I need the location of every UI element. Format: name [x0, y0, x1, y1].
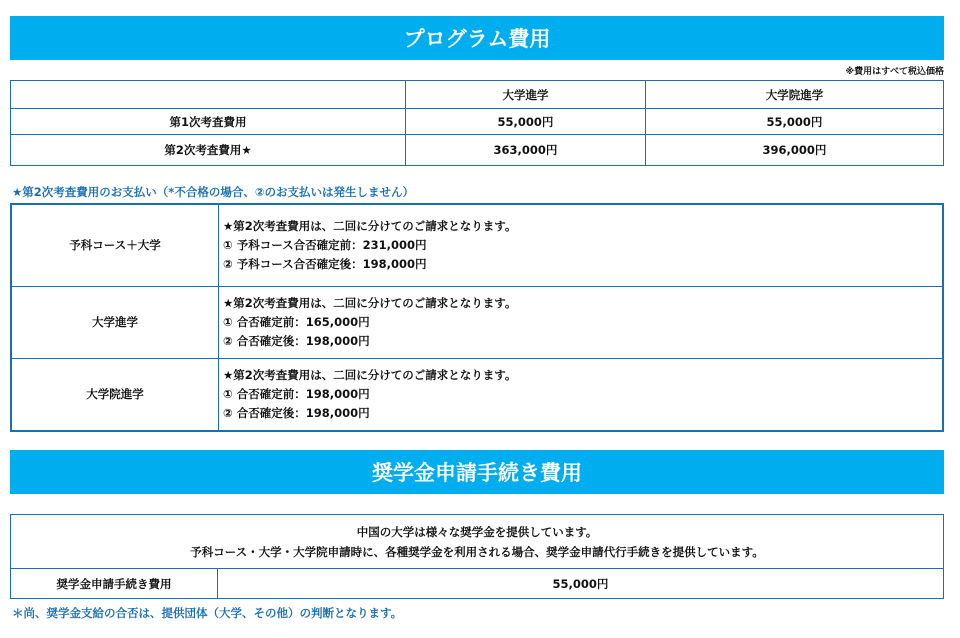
grad-fee: 396,000円 — [646, 135, 944, 166]
table-row — [11, 135, 944, 166]
detail-line: ① 予科コース合否確定前：231,000円 — [223, 237, 427, 252]
payment-detail — [219, 204, 944, 286]
payment-detail — [219, 286, 944, 358]
undergrad-fee: 55,000円 — [406, 109, 646, 135]
row-label: 第2次考査費用★ — [11, 135, 406, 166]
scholarship-banner — [10, 450, 944, 494]
scholarship-table — [10, 514, 944, 599]
detail-line: ① 合否確定前：165,000円 — [223, 314, 370, 329]
table-row — [11, 109, 944, 135]
detail-line: ② 予科コース合否確定後：198,000円 — [223, 256, 427, 271]
payment-detail — [219, 358, 944, 431]
description-line: 中国の大学は様々な奨学金を提供しています。 — [356, 524, 598, 539]
detail-line: ② 合否確定後：198,000円 — [223, 333, 370, 348]
row-label: 大学院進学 — [11, 358, 219, 431]
payment-table — [10, 203, 944, 432]
table-row — [11, 204, 943, 286]
program-fee-title: プログラム費用 — [403, 27, 551, 51]
header-cell: 大学院進学 — [646, 81, 944, 109]
table-row — [11, 286, 943, 358]
detail-line: ★第2次考査費用は、二回に分けてのご請求となります。 — [223, 295, 517, 310]
detail-line: ★第2次考査費用は、二回に分けてのご請求となります。 — [223, 218, 517, 233]
description-line: 予科コース・大学・大学院申請時に、各種奨学金を利用される場合、奨学金申請代行手続きを提供しています。 — [190, 544, 764, 559]
detail-line: ① 合否確定前：198,000円 — [223, 386, 370, 401]
grad-fee: 55,000円 — [646, 109, 944, 135]
table-row — [11, 569, 944, 599]
payment-note: ★第2次考査費用のお支払い（*不合格の場合、②のお支払いは発生しません） — [12, 185, 415, 199]
tax-note: ※費用はすべて税込価格 — [845, 67, 944, 77]
fee-table-header — [11, 81, 944, 109]
detail-line: ★第2次考査費用は、二回に分けてのご請求となります。 — [223, 367, 517, 382]
scholarship-description — [11, 515, 944, 569]
fee-table — [10, 80, 944, 166]
scholarship-fee: 55,000円 — [218, 569, 944, 599]
header-cell: 大学進学 — [406, 81, 646, 109]
table-row — [11, 358, 943, 431]
table-row — [11, 515, 944, 569]
row-label: 予科コース＋大学 — [11, 204, 219, 286]
row-label: 奨学金申請手続き費用 — [11, 569, 218, 599]
row-label: 大学進学 — [11, 286, 219, 358]
row-label: 第1次考査費用 — [11, 109, 406, 135]
footnote: ＊尚、奨学金支給の合否は、提供団体（大学、その他）の判断となります。 — [12, 606, 403, 620]
detail-line: ② 合否確定後：198,000円 — [223, 405, 370, 420]
program-fee-banner — [10, 16, 944, 60]
header-cell — [11, 81, 406, 109]
scholarship-title: 奨学金申請手続き費用 — [372, 461, 582, 485]
undergrad-fee: 363,000円 — [406, 135, 646, 166]
